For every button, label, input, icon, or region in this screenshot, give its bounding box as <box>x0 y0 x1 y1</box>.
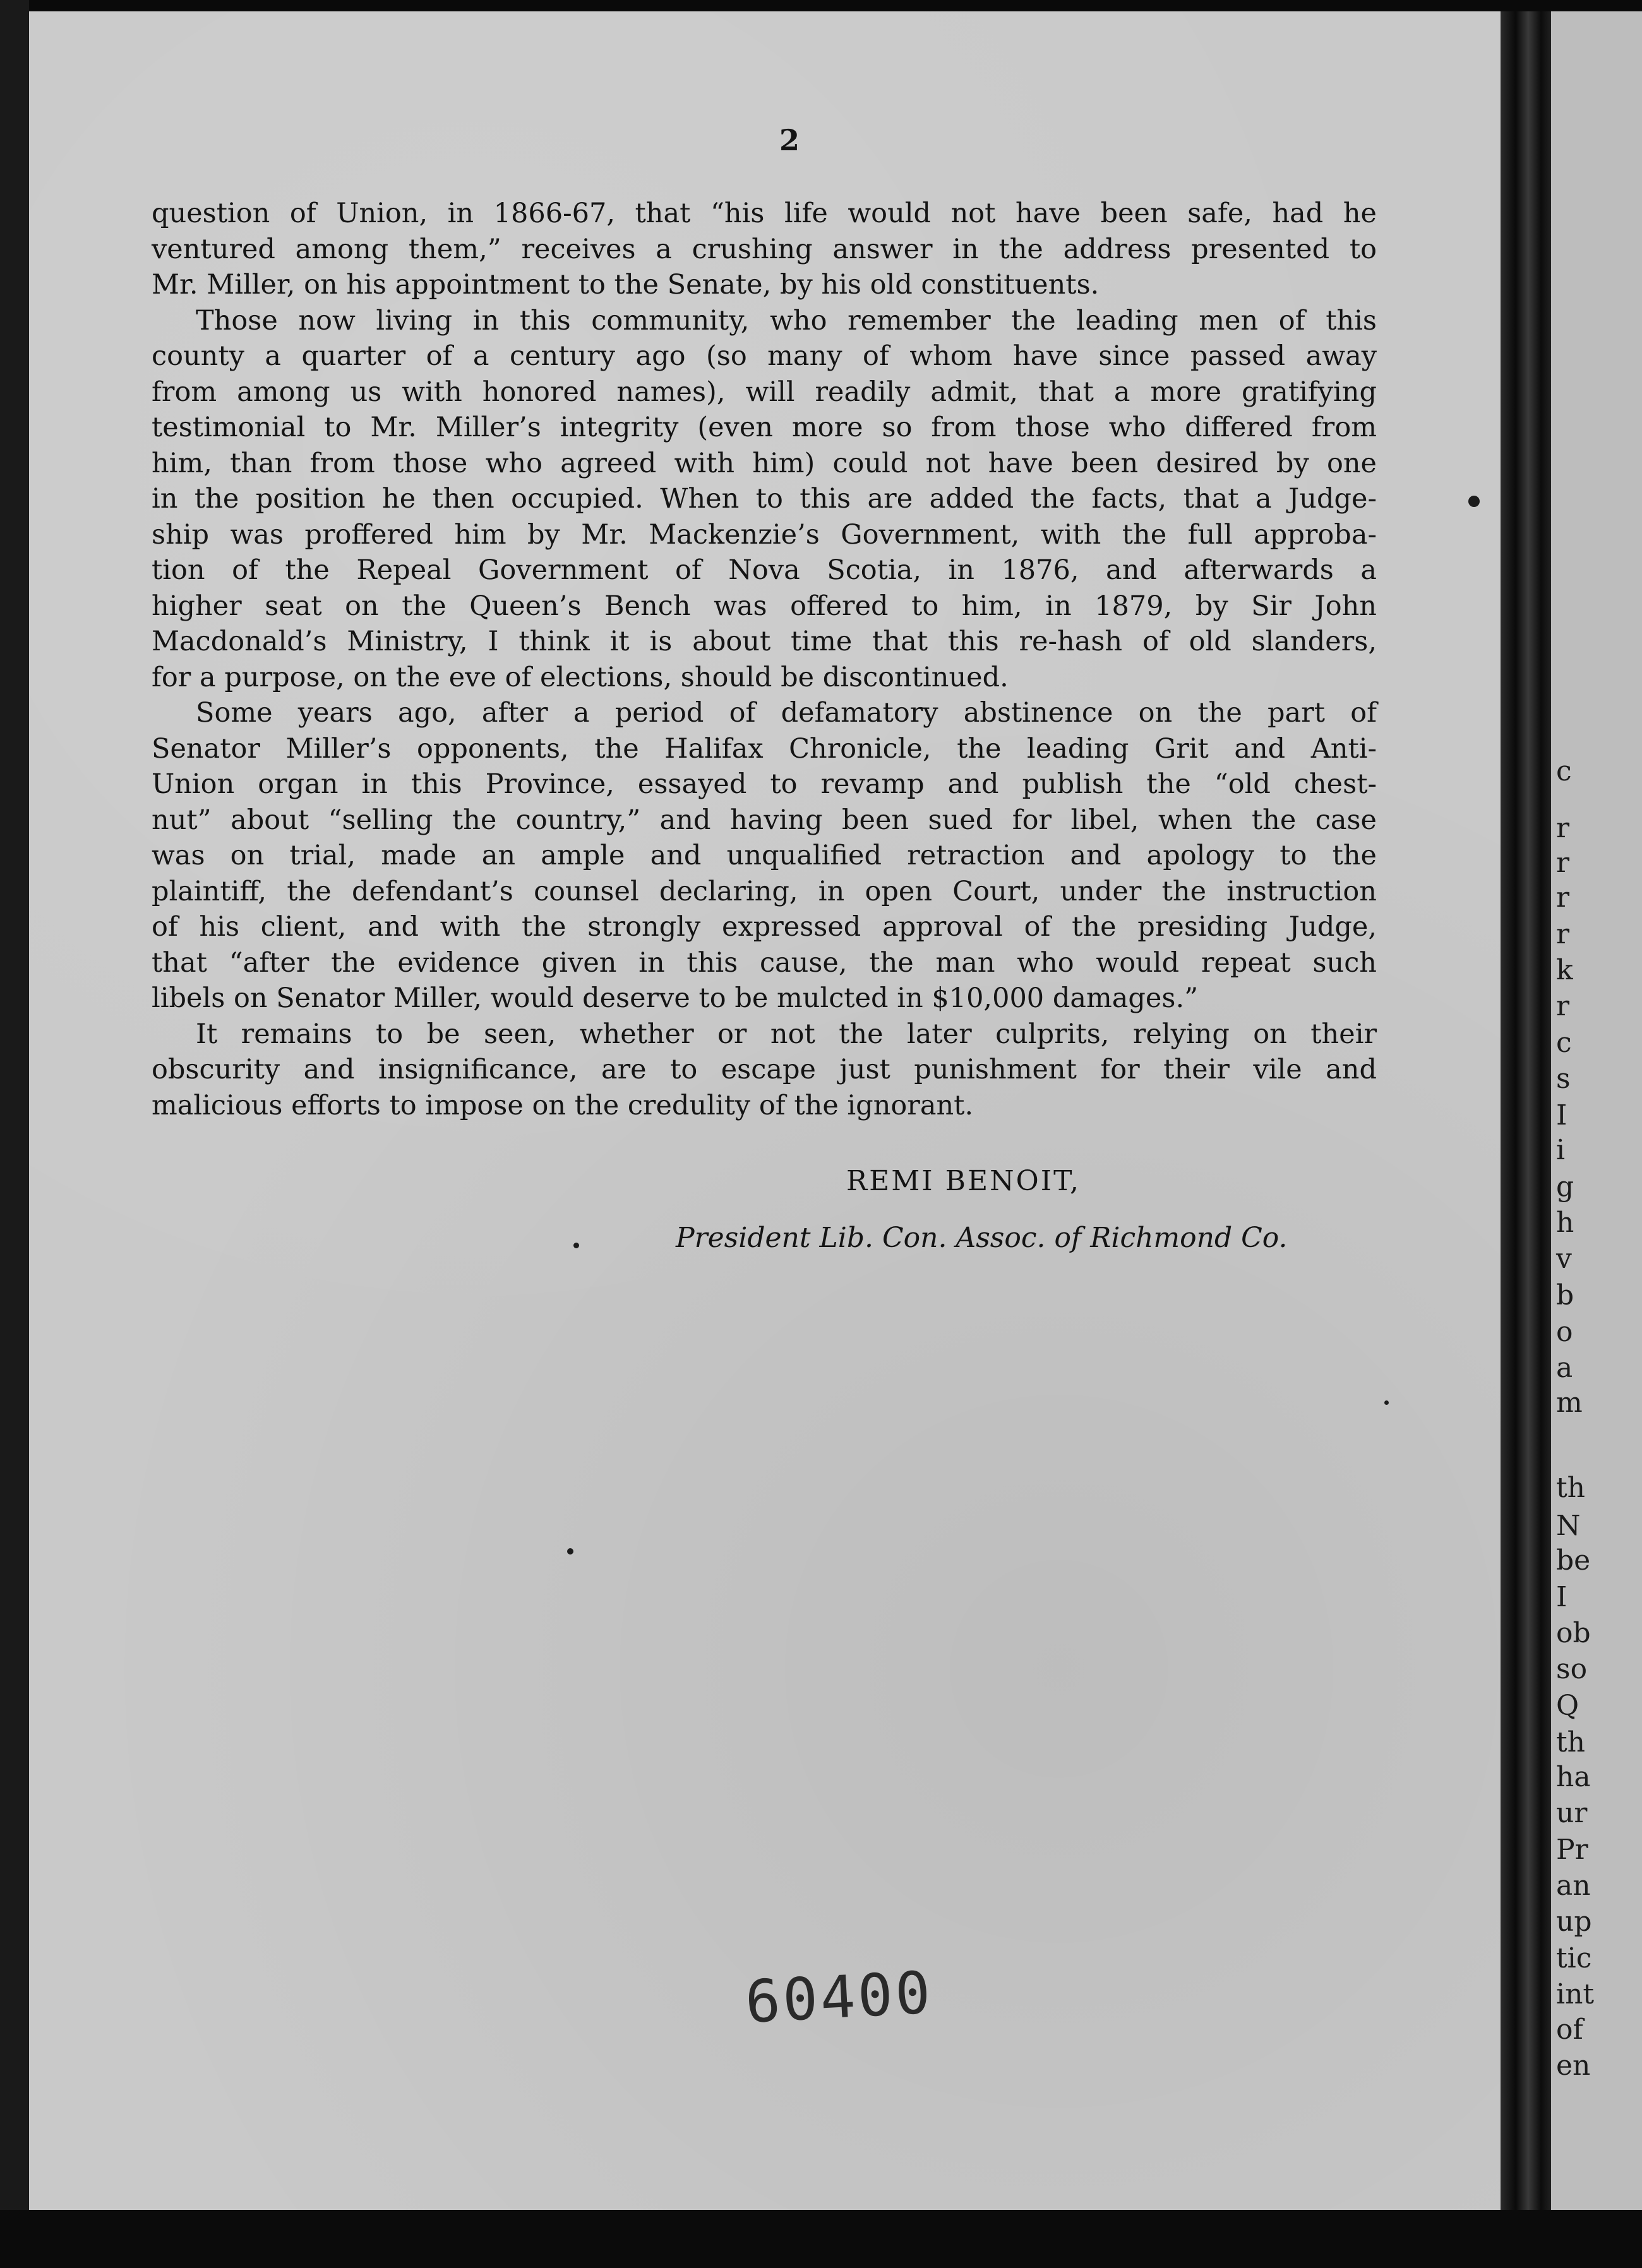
adjacent-page-fragment: an <box>1556 1870 1591 1902</box>
paragraph <box>152 695 1377 1017</box>
paragraph <box>152 303 1377 696</box>
adjacent-page-fragment: ob <box>1556 1617 1591 1649</box>
adjacent-page-fragment: k <box>1556 954 1573 986</box>
adjacent-page-fragment: int <box>1556 1978 1595 2010</box>
adjacent-page-fragment: ha <box>1556 1761 1591 1793</box>
adjacent-page-fragment: r <box>1556 918 1570 950</box>
signature-title: President Lib. Con. Assoc. of Richmond Co. <box>676 1222 1288 1254</box>
text-line: was on trial, made an ample and unqualified retraction and apology to the <box>152 840 1377 871</box>
text-line: from among us with honored names), will readily admit, that a more gratifying <box>152 376 1377 408</box>
text-line: in the position he then occupied. When to this are added the facts, that a Judge- <box>152 483 1377 515</box>
adjacent-page-fragment: r <box>1556 990 1570 1022</box>
adjacent-page-fragment: c <box>1556 755 1572 787</box>
book-binding-gutter <box>1501 11 1551 2221</box>
adjacent-page-fragment: r <box>1556 812 1570 844</box>
text-line: question of Union, in 1866-67, that “his life would not have been safe, had he <box>152 198 1377 229</box>
text-line: obscurity and insignificance, are to escape just punishment for their vile and <box>152 1054 1377 1085</box>
adjacent-page-fragment: s <box>1556 1063 1571 1095</box>
text-line: libels on Senator Miller, would deserve to be mulcted in $10,000 damages.” <box>152 982 1199 1014</box>
text-line: Those now living in this community, who remember the leading men of this <box>196 304 1377 337</box>
paragraph <box>152 196 1377 303</box>
ink-speck <box>1384 1400 1389 1405</box>
text-line: Macdonald’s Ministry, I think it is about time that this re-hash of old slanders, <box>152 626 1377 657</box>
adjacent-page-fragment: be <box>1556 1544 1591 1577</box>
ink-speck <box>573 1243 579 1248</box>
scan-bottom-border <box>0 2210 1642 2268</box>
text-line: Union organ in this Province, essayed to revamp and publish the “old chest- <box>152 768 1377 800</box>
text-line: tion of the Repeal Government of Nova Scotia, in 1876, and afterwards a <box>152 554 1377 586</box>
text-line: higher seat on the Queen’s Bench was offered to him, in 1879, by Sir John <box>152 590 1377 622</box>
body-text <box>152 196 1377 1123</box>
page-number: 2 <box>779 123 800 157</box>
adjacent-page-fragment: th <box>1556 1472 1586 1504</box>
text-line: nut” about “selling the country,” and having been sued for libel, when the case <box>152 804 1377 836</box>
adjacent-page-fragment: I <box>1556 1099 1567 1131</box>
adjacent-page-fragment: a <box>1556 1352 1573 1384</box>
adjacent-page-fragment: th <box>1556 1726 1586 1758</box>
adjacent-page-fragment: of <box>1556 2014 1583 2046</box>
text-line: Mr. Miller, on his appointment to the Senate, by his old constituents. <box>152 269 1100 301</box>
text-line: for a purpose, on the eve of elections, should be discontinued. <box>152 661 1009 693</box>
text-line: malicious efforts to impose on the credulity of the ignorant. <box>152 1089 974 1121</box>
adjacent-page-fragment: N <box>1556 1510 1581 1542</box>
text-line: plaintiff, the defendant’s counsel declaring, in open Court, under the instruction <box>152 875 1377 907</box>
adjacent-page-fragment: tic <box>1556 1942 1592 1974</box>
adjacent-page-fragment: Q <box>1556 1690 1579 1722</box>
handwritten-note: 60400 <box>743 1959 935 2036</box>
signature-name: REMI BENOIT, <box>846 1165 1081 1197</box>
text-line: testimonial to Mr. Miller’s integrity (even more so from those who differed from <box>152 412 1377 443</box>
adjacent-page-fragment: up <box>1556 1906 1592 1938</box>
text-line: him, than from those who agreed with him) could not have been desired by one <box>152 447 1377 479</box>
adjacent-page-fragment: Pr <box>1556 1834 1588 1866</box>
text-line: ventured among them,” receives a crushing answer in the address presented to <box>152 233 1377 265</box>
ink-speck <box>567 1548 573 1555</box>
text-line: county a quarter of a century ago (so many of whom have since passed away <box>152 340 1377 372</box>
adjacent-page-fragment: so <box>1556 1653 1588 1685</box>
adjacent-page-fragment: m <box>1556 1387 1583 1419</box>
adjacent-page-fragment: i <box>1556 1134 1566 1166</box>
text-line: of his client, and with the strongly expressed approval of the presiding Judge, <box>152 911 1377 943</box>
text-line: Some years ago, after a period of defamatory abstinence on the part of <box>196 697 1377 729</box>
adjacent-page-fragment: v <box>1556 1243 1572 1275</box>
adjacent-page-fragment: en <box>1556 2050 1591 2082</box>
adjacent-page-fragment: r <box>1556 847 1570 879</box>
adjacent-page-edge <box>1551 11 1642 2221</box>
scan-left-border <box>0 0 29 2268</box>
text-line: that “after the evidence given in this cause, the man who would repeat such <box>152 946 1377 979</box>
adjacent-page-fragment: c <box>1556 1027 1572 1059</box>
paragraph <box>152 1017 1377 1124</box>
adjacent-page-fragment: h <box>1556 1207 1574 1239</box>
adjacent-page-fragment: r <box>1556 881 1570 914</box>
adjacent-page-fragment: I <box>1556 1581 1567 1613</box>
adjacent-page-fragment: b <box>1556 1279 1574 1311</box>
text-line: ship was proffered him by Mr. Mackenzie’s Government, with the full approba- <box>152 518 1377 551</box>
text-line: It remains to be seen, whether or not the later culprits, relying on their <box>196 1018 1377 1050</box>
text-line: Senator Miller’s opponents, the Halifax Chronicle, the leading Grit and Anti- <box>152 732 1377 765</box>
ink-speck <box>1468 496 1480 507</box>
adjacent-page-fragment: o <box>1556 1316 1573 1348</box>
adjacent-page-fragment: ur <box>1556 1797 1588 1829</box>
adjacent-page-fragment: g <box>1556 1171 1574 1203</box>
